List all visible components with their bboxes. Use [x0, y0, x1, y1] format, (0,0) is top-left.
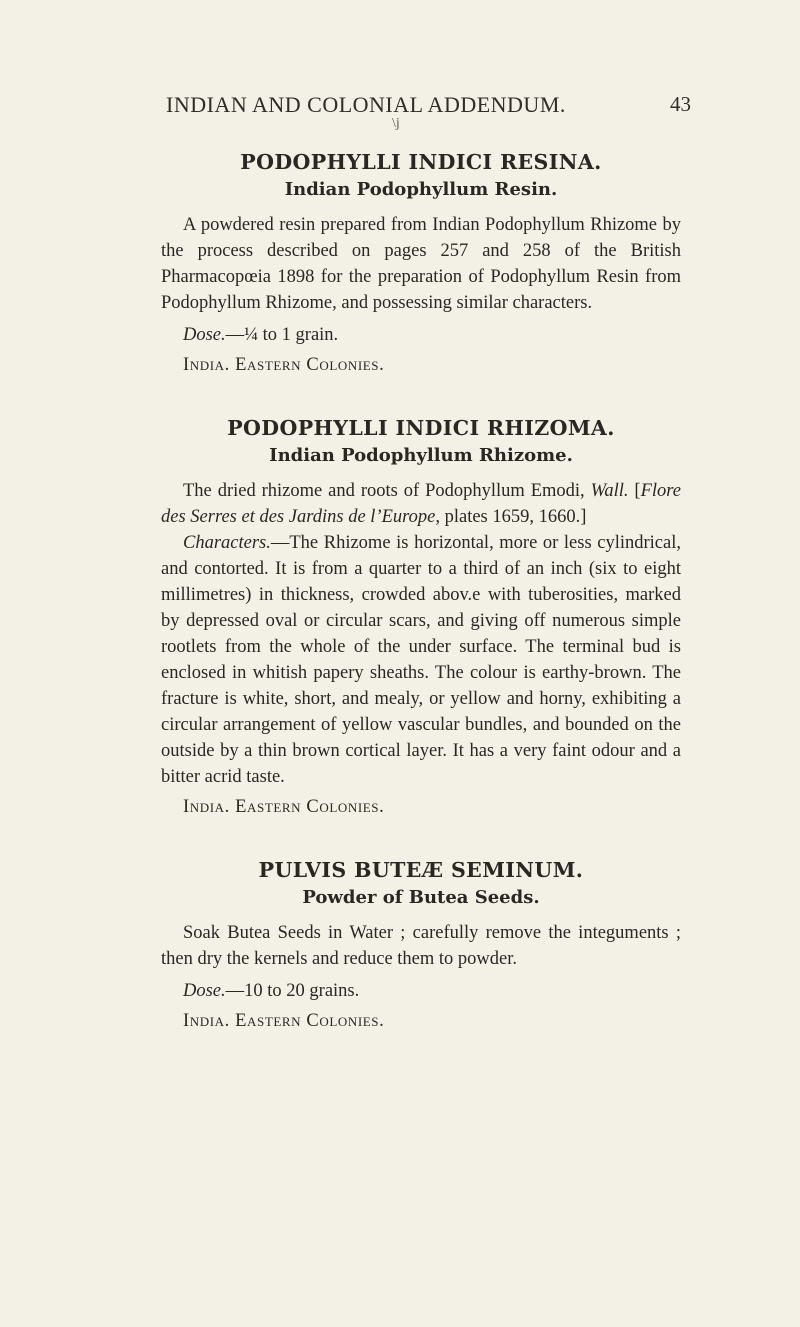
entry-english-title: Powder of Butea Seeds. — [302, 887, 540, 908]
entry-dose — [183, 322, 681, 348]
printer-tick-mark: \j — [392, 116, 400, 131]
running-head-title: INDIAN AND COLONIAL ADDENDUM. — [166, 92, 566, 117]
characters-label: Characters. — [183, 533, 271, 553]
entry-regions: India. Eastern Colonies. — [183, 1011, 385, 1031]
entry-description — [161, 478, 681, 530]
botanical-authority: Wall. — [590, 481, 629, 501]
entry-english-title: Indian Podophyllum Rhizome. — [269, 445, 573, 466]
entry-characters — [161, 530, 681, 790]
reference-plates: plates 1659, 1660.] — [439, 507, 587, 527]
characters-text: —The Rhizome is horizontal, more or less cylindrical, and contorted. It is from a quarter to a third of an inch (six to eight millimetres) in thickness, crowded abov.e with tuberosities, marked by depressed oval or circular scars, and giving off numerous simple rootlets from the whole of the under surface. The terminal bud is enclosed in whitish papery sheaths. The colour is earthy-brown. The fracture is white, short, and mealy, or yellow and horny, exhibiting a circular arrangement of yellow vascular bundles, and bounded on the outside by a thin brown cortical layer. It has a very faint odour and a bitter acrid taste. — [161, 533, 681, 787]
entry-podophylli-indici-resina — [161, 150, 681, 378]
entry-latin-title: PULVIS BUTEÆ SEMINUM. — [258, 858, 584, 882]
entry-regions: India. Eastern Colonies. — [183, 797, 385, 817]
entry-description: Soak Butea Seeds in Water ; carefully remove the integuments ; then dry the kernels and reduce them to powder. — [161, 923, 681, 969]
dose-label: Dose. — [183, 325, 226, 345]
entry-latin-title: PODOPHYLLI INDICI RESINA. — [240, 150, 602, 174]
reference-title: Flore des Serres et des Jardins de l’Europe, — [161, 481, 682, 527]
entry-description: A powdered resin prepared from Indian Podophyllum Rhizome by the process described on pages 257 and 258 of the British Pharmacopœia 1898 for the preparation of Podophyllum Resin from Podophyllum Rhizome, and possessing similar characters. — [161, 215, 681, 313]
dose-value: —¼ to 1 grain. — [225, 325, 339, 345]
reference-bracket: [ — [634, 481, 641, 501]
entry-dose — [183, 978, 681, 1004]
description-text: The dried rhizome and roots of Podophyllum Emodi, — [183, 481, 591, 501]
entry-podophylli-indici-rhizoma — [161, 416, 681, 820]
dose-label: Dose. — [183, 981, 226, 1001]
entry-regions: India. Eastern Colonies. — [183, 355, 385, 375]
page-number: 43 — [670, 92, 691, 116]
page-content — [161, 150, 681, 1034]
entry-pulvis-buteae-seminum — [161, 858, 681, 1034]
dose-value: —10 to 20 grains. — [225, 981, 360, 1001]
entry-latin-title: PODOPHYLLI INDICI RHIZOMA. — [227, 416, 615, 440]
entry-english-title: Indian Podophyllum Resin. — [284, 179, 558, 200]
